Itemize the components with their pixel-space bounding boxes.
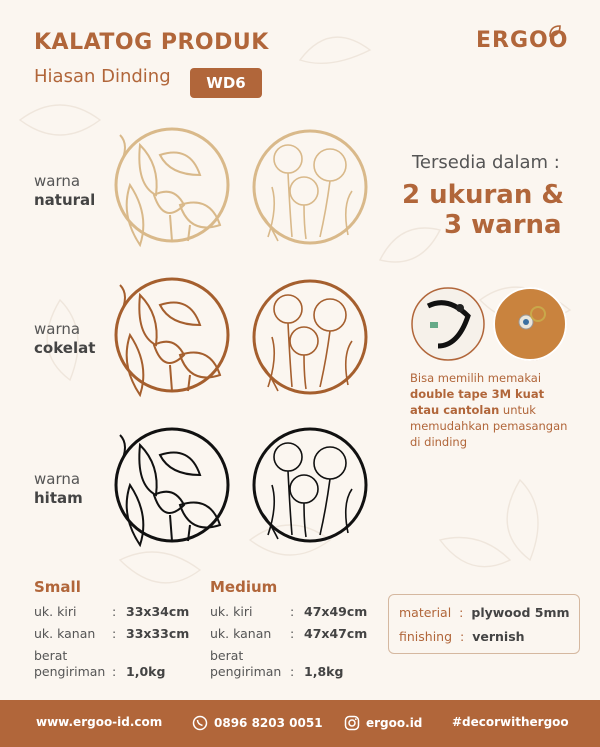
page-title: KALATOG PRODUK (34, 30, 269, 55)
colon: : (112, 664, 117, 679)
product-cokelat-left (116, 279, 228, 395)
medium-right-value: 47x47cm (304, 626, 368, 641)
finishing-value: vernish (472, 629, 525, 644)
small-weight-label: berat (34, 648, 68, 663)
color-name: hitam (34, 489, 83, 507)
color-prefix: warna (34, 172, 81, 190)
tape-mount-photo (492, 286, 568, 362)
hook-mount-photo (410, 286, 486, 362)
brand-leaf-icon (548, 24, 562, 38)
material-row: material : plywood 5mm (399, 605, 570, 620)
hashtag-link[interactable]: #decorwithergoo (452, 715, 569, 729)
medium-right-label: uk. kanan (210, 626, 272, 641)
medium-left-value: 47x49cm (304, 604, 368, 619)
material-label: material (399, 605, 452, 620)
finishing-label: finishing (399, 629, 453, 644)
availability-colors: 3 warna (444, 210, 562, 240)
product-hitam-left (116, 429, 228, 545)
small-right-value: 33x33cm (126, 626, 190, 641)
product-natural-left (116, 129, 228, 245)
color-label-cokelat (34, 320, 95, 358)
colon: : (290, 604, 295, 619)
color-label-hitam (34, 470, 83, 508)
material-box (388, 594, 580, 654)
color-label-natural (34, 172, 95, 210)
instagram-handle[interactable]: ergoo.id (366, 716, 423, 730)
small-left-label: uk. kiri (34, 604, 77, 619)
color-name: natural (34, 191, 96, 209)
small-weight-value: 1,0kg (126, 664, 166, 679)
size-medium-heading: Medium (210, 578, 278, 596)
availability-label: Tersedia dalam : (412, 152, 560, 173)
medium-weight-value: 1,8kg (304, 664, 344, 679)
page-subtitle: Hiasan Dinding (34, 66, 171, 87)
whatsapp-icon (192, 715, 208, 731)
footer-website[interactable] (36, 715, 162, 729)
medium-weight-label: pengiriman (210, 664, 282, 679)
material-value: plywood 5mm (471, 605, 570, 620)
medium-weight-label: berat (210, 648, 244, 663)
small-weight-label: pengiriman (34, 664, 106, 679)
color-prefix: warna (34, 320, 81, 338)
product-cokelat-right (254, 281, 366, 393)
colon: : (112, 626, 117, 641)
availability-sizes: 2 ukuran & (402, 180, 565, 210)
product-hitam-right (254, 429, 366, 541)
colon: : (112, 604, 117, 619)
product-artwork (110, 125, 380, 555)
hanging-bold-text: double tape 3M kuat atau cantolan (410, 387, 545, 417)
website-link[interactable]: www.ergoo-id.com (36, 715, 163, 729)
hanging-text: Bisa memilih memakai (410, 371, 542, 385)
colon: : (290, 664, 295, 679)
instagram-icon (344, 715, 360, 731)
footer-phone[interactable] (192, 715, 323, 731)
product-natural-right (254, 131, 366, 243)
hanging-options-note (410, 370, 570, 450)
size-small-heading: Small (34, 578, 81, 596)
footer-hashtag[interactable] (452, 715, 569, 729)
phone-number[interactable]: 0896 8203 0051 (214, 716, 323, 730)
product-code-badge: WD6 (190, 68, 262, 98)
small-right-label: uk. kanan (34, 626, 96, 641)
color-name: cokelat (34, 339, 96, 357)
medium-left-label: uk. kiri (210, 604, 253, 619)
finishing-row: finishing : vernish (399, 629, 525, 644)
small-left-value: 33x34cm (126, 604, 190, 619)
color-prefix: warna (34, 470, 81, 488)
footer-instagram[interactable] (344, 715, 422, 731)
hanging-text: untuk memudahkan pemasangan di dinding (410, 403, 568, 449)
brand-logo: ERGOO (476, 28, 569, 53)
colon: : (290, 626, 295, 641)
